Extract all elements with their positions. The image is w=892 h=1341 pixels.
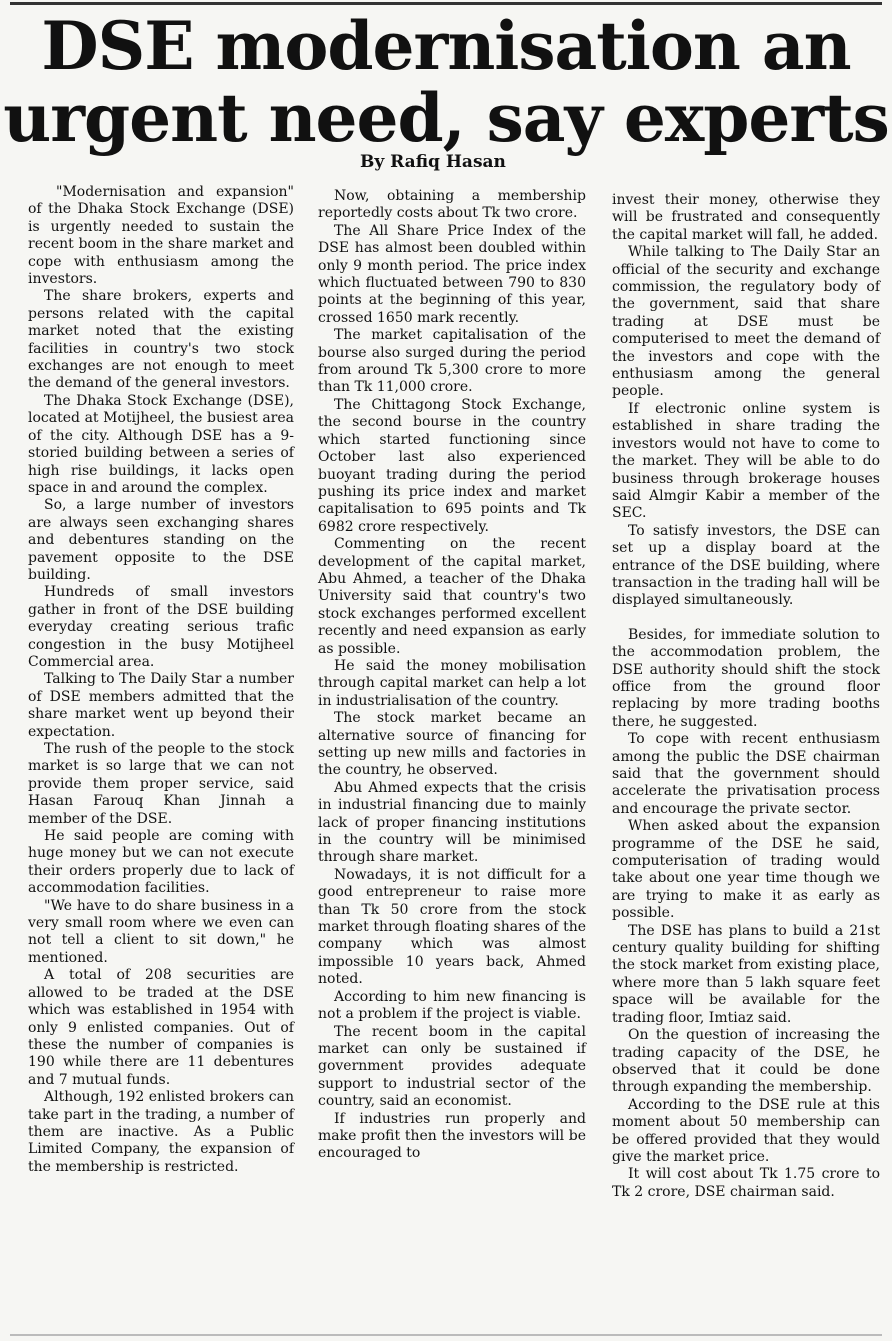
article-column-3 bbox=[612, 192, 880, 1201]
paragraph: The share brokers, experts and persons related with the capital market noted that the existing facilities in country's two stock exchanges are not enough to meet the demand of the general investors. bbox=[28, 288, 294, 392]
paragraph: "We have to do share business in a very small room where we even can not tell a client to sit down," he mentioned. bbox=[28, 897, 294, 966]
bottom-rule bbox=[10, 1334, 882, 1336]
paragraph: Talking to The Daily Star a number of DSE members admitted that the share market went up beyond their expectation. bbox=[28, 671, 294, 740]
paragraph: The DSE has plans to build a 21st century quality building for shifting the stock market from existing place, where more than 5 lakh square feet space will be available for the trading floor, Imtiaz said. bbox=[612, 922, 880, 1026]
paragraph: The recent boom in the capital market can only be sustained if government provides adequate support to industrial sector of the country, said an economist. bbox=[318, 1023, 586, 1110]
paragraph: "Modernisation and expansion" of the Dhaka Stock Exchange (DSE) is urgently needed to sustain the recent boom in the share market and cope with enthusiasm among the investors. bbox=[28, 184, 294, 288]
paragraph: He said the money mobilisation through capital market can help a lot in industrialisation of the country. bbox=[318, 657, 586, 709]
paragraph: Abu Ahmed expects that the crisis in industrial financing due to mainly lack of proper financing institutions in the country will be minimised through share market. bbox=[318, 779, 586, 866]
paragraph: According to him new financing is not a problem if the project is viable. bbox=[318, 988, 586, 1023]
paragraph: It will cost about Tk 1.75 crore to Tk 2 crore, DSE chairman said. bbox=[612, 1166, 880, 1200]
paragraph: Although, 192 enlisted brokers can take part in the trading, a number of them are inactive. As a Public Limited Company, the expansion of the membership is restricted. bbox=[28, 1089, 294, 1175]
headline-line-1: DSE modernisation an bbox=[41, 7, 851, 85]
paragraph: Hundreds of small investors gather in front of the DSE building everyday creating serious trafic congestion in the busy Motijheel Commercial area. bbox=[28, 584, 294, 670]
headline bbox=[0, 7, 892, 157]
paragraph: So, a large number of investors are always seen exchanging shares and debentures standing on the pavement opposite to the DSE building. bbox=[28, 497, 294, 583]
paragraph: The stock market became an alternative source of financing for setting up new mills and factories in the country, he observed. bbox=[318, 710, 586, 779]
paragraph: A total of 208 securities are allowed to be traded at the DSE which was established in 1954 with only 9 enlisted companies. Out of these the number of companies is 190 while there are 11 debentures and 7 mutual funds. bbox=[28, 967, 294, 1088]
paragraph: Commenting on the recent development of the capital market, Abu Ahmed, a teacher of the Dhaka University said that country's two stock exchanges performed excellent recently and need expansion as early as possible. bbox=[318, 536, 586, 657]
headline-line-2: urgent need, say experts bbox=[3, 79, 889, 157]
paragraph: While talking to The Daily Star an official of the security and exchange commission, the regulatory body of the government, said that share trading at DSE must be computerised to meet the demand of the investors and cope with the enthusiasm among the general people. bbox=[612, 244, 880, 400]
paragraph: The rush of the people to the stock market is so large that we can not provide them proper service, said Hasan Farouq Khan Jinnah a member of the DSE. bbox=[28, 741, 294, 827]
article-column-2 bbox=[318, 188, 586, 1163]
paragraph: The Dhaka Stock Exchange (DSE), located at Motijheel, the busiest area of the city. Although DSE has a 9-storied building between a series of high rise buildings, it lacks open space in and around the complex. bbox=[28, 392, 294, 496]
paragraph: The Chittagong Stock Exchange, the second bourse in the country which started functioning since October last also experienced buoyant trading during the period pushing its price index and market capitalisation to 695 points and Tk 6982 crore respectively. bbox=[318, 396, 586, 535]
paragraph: Besides, for immediate solution to the accommodation problem, the DSE authority should shift the stock office from the ground floor replacing by more trading booths there, he suggested. bbox=[612, 626, 880, 730]
paragraph: According to the DSE rule at this moment about 50 membership can be offered provided that they would give the market price. bbox=[612, 1096, 880, 1165]
paragraph: Now, obtaining a membership reportedly costs about Tk two crore. bbox=[318, 188, 586, 222]
paragraph: On the question of increasing the trading capacity of the DSE, he observed that it could be done through expanding the membership. bbox=[612, 1027, 880, 1096]
paragraph: If industries run properly and make profit then the investors will be encouraged to bbox=[318, 1110, 586, 1162]
paragraph: To satisfy investors, the DSE can set up a display board at the entrance of the DSE building, where transaction in the trading hall will be displayed simultaneously. bbox=[612, 522, 880, 609]
paragraph: He said people are coming with huge money but we can not execute their orders properly due to lack of accommodation facilities. bbox=[28, 828, 294, 897]
paragraph: To cope with recent enthusiasm among the public the DSE chairman said that the government should accelerate the privatisation process and encourage the private sector. bbox=[612, 731, 880, 817]
top-rule bbox=[10, 2, 882, 5]
byline: By Rafiq Hasan bbox=[360, 152, 506, 172]
article-column-1 bbox=[28, 184, 294, 1176]
paragraph: When asked about the expansion programme of the DSE he said, computerisation of trading would take about one year time though we are trying to make it as early as possible. bbox=[612, 818, 880, 922]
paragraph: The All Share Price Index of the DSE has almost been doubled within only 9 month period. The price index which fluctuated between 790 to 830 points at the beginning of this year, crossed 1650 mark recently. bbox=[318, 222, 586, 326]
paragraph: If electronic online system is established in share trading the investors would not have to come to the market. They will be able to do business through brokerage houses said Almgir Kabir a member of the SEC. bbox=[612, 400, 880, 522]
paragraph: Nowadays, it is not difficult for a good entrepreneur to raise more than Tk 50 crore from the stock market through floating shares of the company which was almost impossible 10 years back, Ahmed noted. bbox=[318, 866, 586, 988]
paragraph: invest their money, otherwise they will be frustrated and consequently the capital market will fall, he added. bbox=[612, 192, 880, 243]
paragraph: The market capitalisation of the bourse also surged during the period from around Tk 5,300 crore to more than Tk 11,000 crore. bbox=[318, 327, 586, 396]
